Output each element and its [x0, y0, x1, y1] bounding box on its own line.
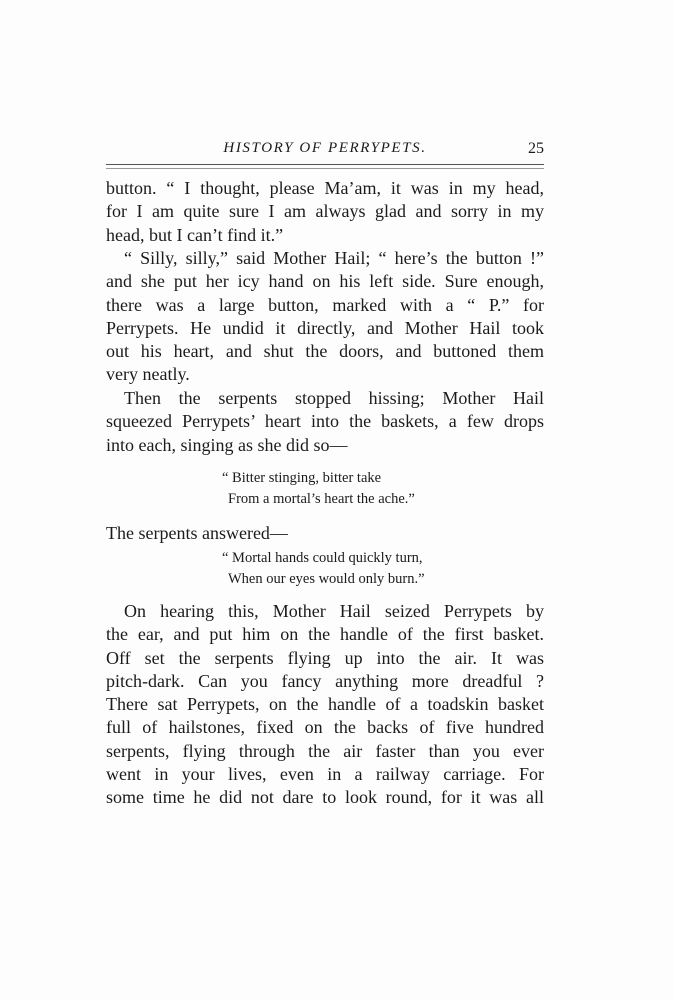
verse-2	[222, 548, 425, 590]
text-line: head, but I can’t find it.”	[106, 224, 284, 245]
text-line: Off set the serpents flying up into the air. It was	[106, 647, 544, 668]
text-line: very neatly.	[106, 364, 190, 385]
text-line: and she put her icy hand on his left side. Sure enough,	[106, 271, 544, 292]
header-rule-secondary	[106, 168, 544, 169]
verse-line: “ Bitter stinging, bitter take	[222, 470, 382, 486]
paragraph-3	[106, 387, 544, 457]
verse-line: “ Mortal hands could quickly turn,	[222, 550, 423, 566]
text-line: some time he did not dare to look round, for it was all	[106, 787, 544, 808]
text-line: “ Silly, silly,” said Mother Hail; “ here’s the button !”	[124, 248, 544, 268]
text-line: Perrypets. He undid it directly, and Mother Hail took	[106, 317, 544, 338]
paragraph-2	[106, 247, 544, 387]
text-line: On hearing this, Mother Hail seized Perrypets by	[124, 601, 544, 621]
paragraph-5	[106, 600, 544, 810]
text-line: into each, singing as she did so—	[106, 434, 348, 455]
header-rule	[106, 164, 544, 165]
text-line: there was a large button, marked with a “ P.” for	[106, 294, 544, 315]
page-number: 25	[528, 140, 544, 157]
text-line: Then the serpents stopped hissing; Mother Hail	[124, 388, 544, 408]
paragraph-4	[106, 522, 544, 545]
text-line: full of hailstones, fixed on the backs of five hundred	[106, 717, 544, 738]
running-title: HISTORY OF PERRYPETS.	[223, 140, 427, 156]
paragraph-1	[106, 177, 544, 247]
text-line: went in your lives, even in a railway carriage. For	[106, 764, 544, 785]
text-line: out his heart, and shut the doors, and buttoned them	[106, 341, 544, 362]
verse-line: When our eyes would only burn.”	[228, 571, 425, 587]
verse-1	[222, 468, 415, 510]
text-line: There sat Perrypets, on the handle of a toadskin basket	[106, 694, 544, 715]
text-line: for I am quite sure I am always glad and sorry in my	[106, 201, 544, 222]
verse-line: From a mortal’s heart the ache.”	[228, 491, 415, 507]
text-line: serpents, flying through the air faster than you ever	[106, 740, 544, 761]
text-line: the ear, and put him on the handle of the first basket.	[106, 624, 544, 645]
text-line: button. “ I thought, please Ma’am, it was in my head,	[106, 178, 544, 198]
text-line: pitch-dark. Can you fancy anything more dreadful ?	[106, 670, 544, 691]
text-line: squeezed Perrypets’ heart into the baskets, a few drops	[106, 411, 544, 432]
running-head	[106, 137, 544, 161]
text-line: The serpents answered—	[106, 523, 288, 543]
